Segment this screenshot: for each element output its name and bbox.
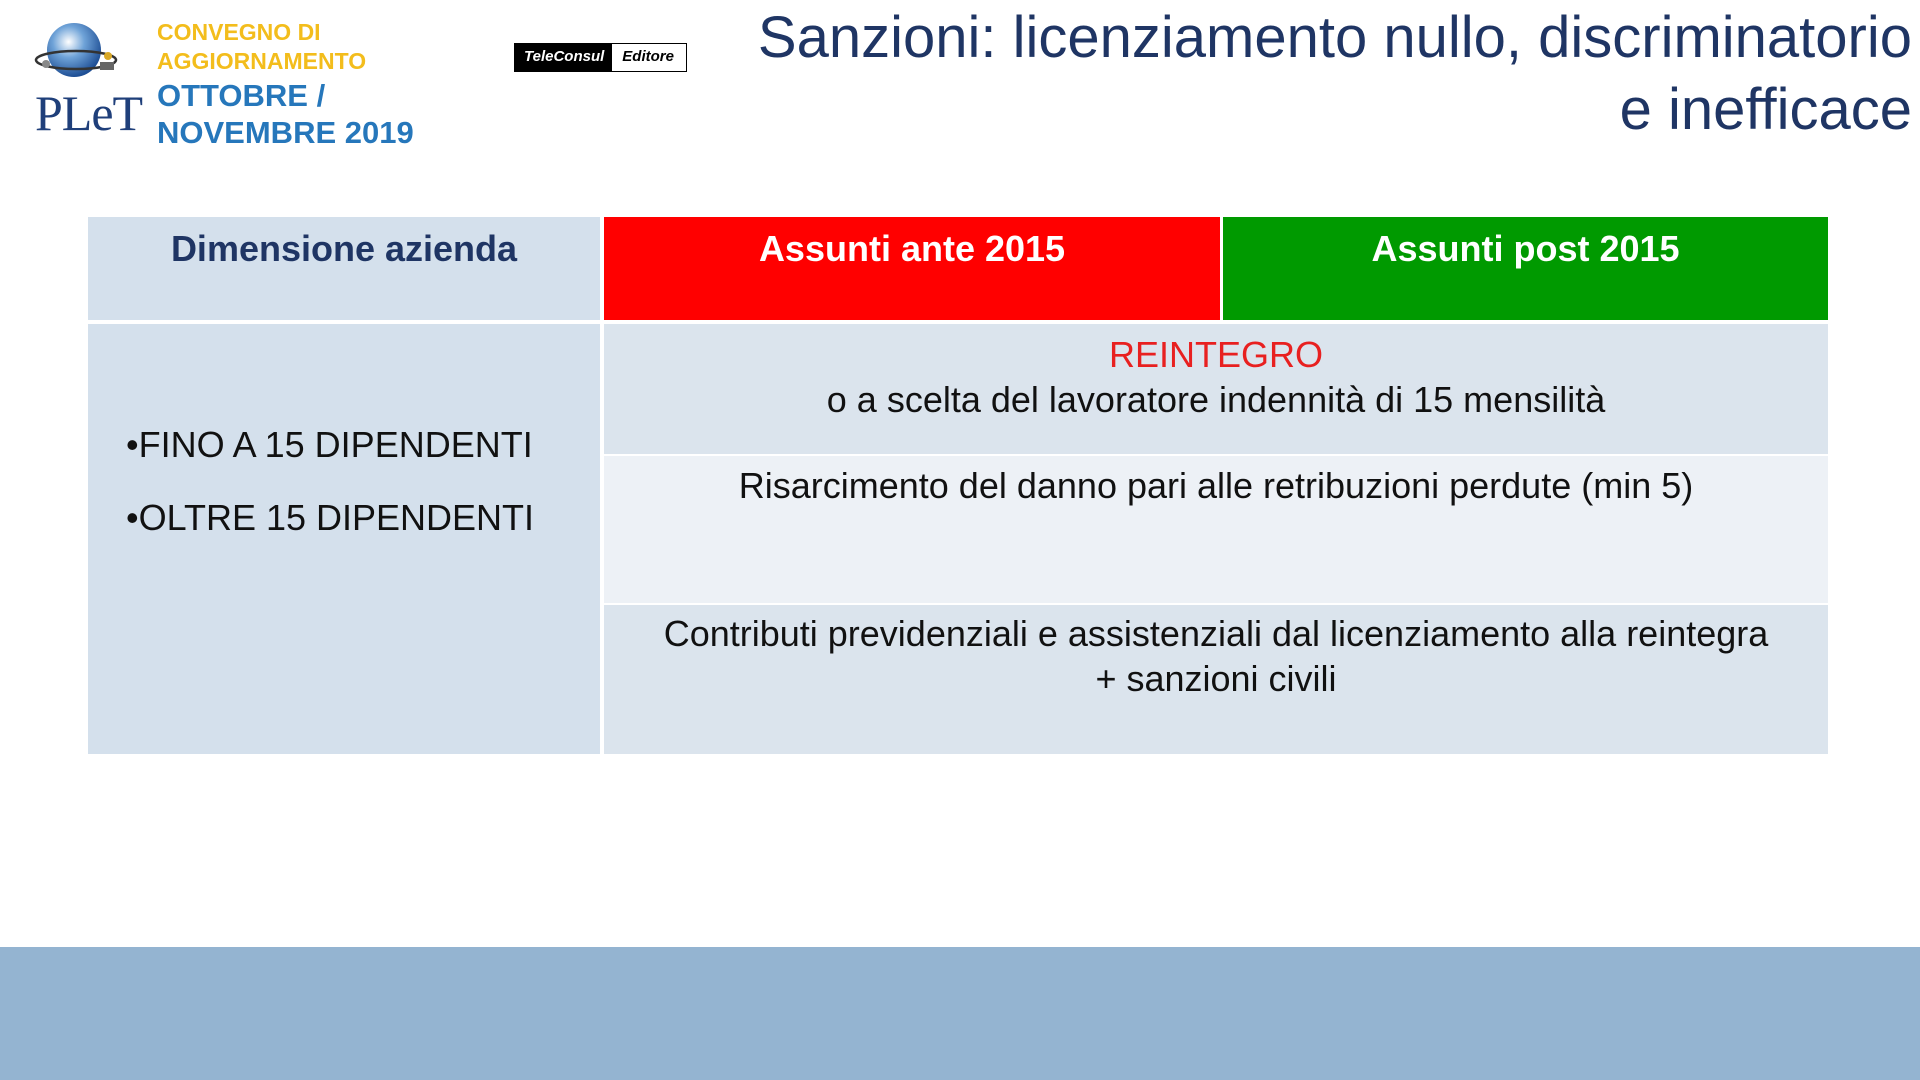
publisher-logo (514, 43, 687, 72)
contributions-text: Contributi previdenziali e assistenziali dal licenziamento alla reintegra (663, 613, 1769, 654)
reinstatement-label: REINTEGRO (1108, 334, 1323, 375)
reinstatement-text: o a scelta del lavoratore indennità di 15 mensilità (826, 379, 1606, 420)
event-period: OTTOBRE / NOVEMBRE 2019 (157, 78, 414, 150)
sanction-row-damages (604, 456, 1828, 603)
logo-wordmark: PLeT (35, 85, 143, 141)
header-hired-after-2015: Assunti post 2015 (1223, 217, 1828, 320)
header-hired-before-2015: Assunti ante 2015 (604, 217, 1220, 320)
company-size-item: •FINO A 15 DIPENDENTI (126, 424, 533, 465)
damages-text: Risarcimento del danno pari alle retribuzioni perdute (min 5) (738, 465, 1694, 506)
footer-band (0, 947, 1920, 1080)
plet-logo (34, 20, 143, 141)
publisher-brand: TeleConsul (515, 44, 612, 71)
company-size-cell (88, 324, 600, 754)
globe-icon (34, 20, 124, 90)
sanction-row-contributions (604, 605, 1828, 754)
slide-title: Sanzioni: licenziamento nullo, discriminatorio e inefficace (757, 5, 1912, 142)
sanctions-table (88, 217, 1828, 754)
event-name: CONVEGNO DI AGGIORNAMENTO (157, 19, 367, 74)
publisher-label: Editore (612, 44, 686, 71)
company-size-item: •OLTRE 15 DIPENDENTI (126, 497, 535, 538)
sanction-row-reinstatement (604, 324, 1828, 454)
contributions-text-2: + sanzioni civili (1095, 658, 1337, 699)
header-company-size: Dimensione azienda (88, 217, 600, 320)
